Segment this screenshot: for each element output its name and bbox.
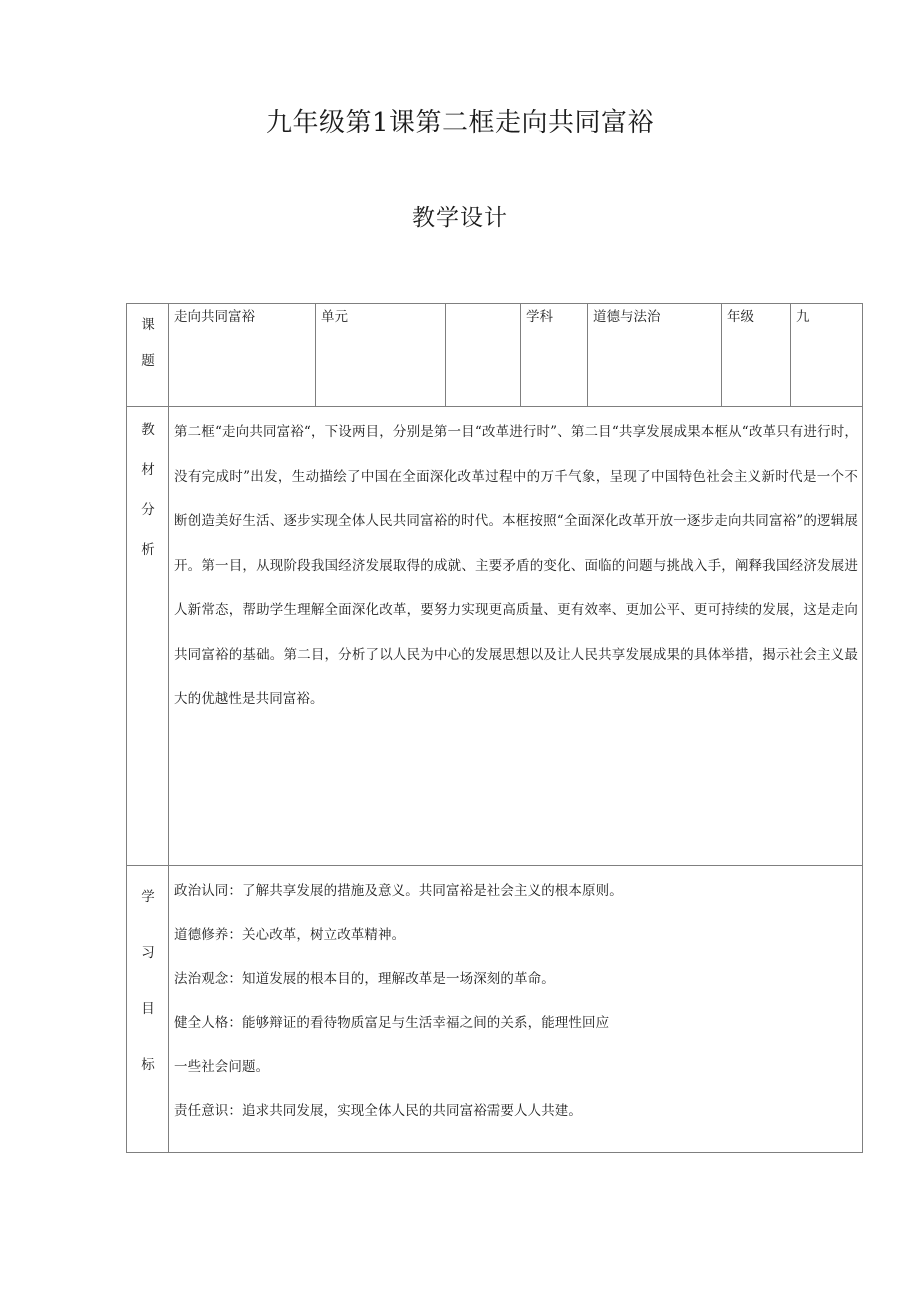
row-label-analysis-char-2: 材 (141, 462, 155, 478)
objective-line: 法治观念：知道发展的根本目的，理解改革是一场深刻的革命。 (174, 971, 555, 987)
objective-line: 健全人格：能够辩证的看待物质富足与生活幸福之间的关系，能理性回应 (174, 1015, 610, 1031)
row-label-topic-char-1: 课 (141, 317, 155, 333)
cell-unit-value (446, 304, 521, 407)
cell-learning-objectives (169, 866, 863, 1153)
table-row-learning-objectives (127, 866, 863, 1153)
row-label-topic (127, 304, 169, 407)
material-analysis-text: 第二框“走向共同富裕“，下设两目，分别是第一目“改革进行时”、第二目“共享发展成果本框从“改革只有进行时，没有完成时”出发，生动描绘了中国在全面深化改革过程中的万千气象，呈现了中国特色社会主义新时代是一个不断创造美好生活、逐步实现全体人民共同富裕的时代。本框按照“全面深化改革开放一逐步走向共同富裕”的逻辑展开。第一目，从现阶段我国经济发展取得的成就、主要矛盾的变化、面临的问题与挑战入手，阐释我国经济发展进人新常态，帮助学生理解全面深化改革，要努力实现更高质量、更有效率、更加公平、更可持续的发展，这是走向共同富裕的基础。第二目，分析了以人民为中心的发展思想以及让人民共享发展成果的具体举措，揭示社会主义最大的优越性是共同富裕。 (174, 424, 858, 707)
table-row-material-analysis (127, 407, 863, 866)
row-label-objectives-char-1: 学 (141, 889, 155, 905)
cell-grade-label: 年级 (722, 304, 791, 407)
cell-grade-value: 九 (791, 304, 863, 407)
row-label-objectives-char-4: 标 (141, 1057, 155, 1073)
row-label-material-analysis (127, 407, 169, 866)
row-label-objectives-char-2: 习 (141, 945, 155, 961)
cell-subject-value: 道德与法治 (588, 304, 722, 407)
page-title: 九年级第1课第二框走向共同富裕 (265, 108, 655, 138)
row-label-topic-char-2: 题 (141, 353, 155, 369)
row-label-analysis-char-3: 分 (141, 502, 155, 518)
objective-line: 政治认同：了解共享发展的措施及意义。共同富裕是社会主义的根本原则。 (174, 883, 623, 899)
row-label-analysis-char-4: 析 (141, 542, 155, 558)
cell-subject-label: 学科 (521, 304, 588, 407)
row-label-analysis-char-1: 教 (141, 422, 155, 438)
cell-unit-label: 单元 (316, 304, 446, 407)
objective-line: 道德修养：关心改革，树立改革精神。 (174, 927, 406, 943)
row-label-learning-objectives (127, 866, 169, 1153)
cell-material-analysis (169, 407, 863, 866)
cell-topic-value: 走向共同富裕 (169, 304, 316, 407)
row-label-objectives-char-3: 目 (141, 1001, 155, 1017)
table-row-topic (127, 304, 863, 407)
objective-line: 责任意识：追求共同发展，实现全体人民的共同富裕需要人人共建。 (174, 1103, 582, 1119)
page-subtitle: 教学设计 (412, 205, 508, 231)
objective-line: 一些社会问题。 (174, 1059, 270, 1075)
lesson-plan-table (126, 303, 863, 1153)
